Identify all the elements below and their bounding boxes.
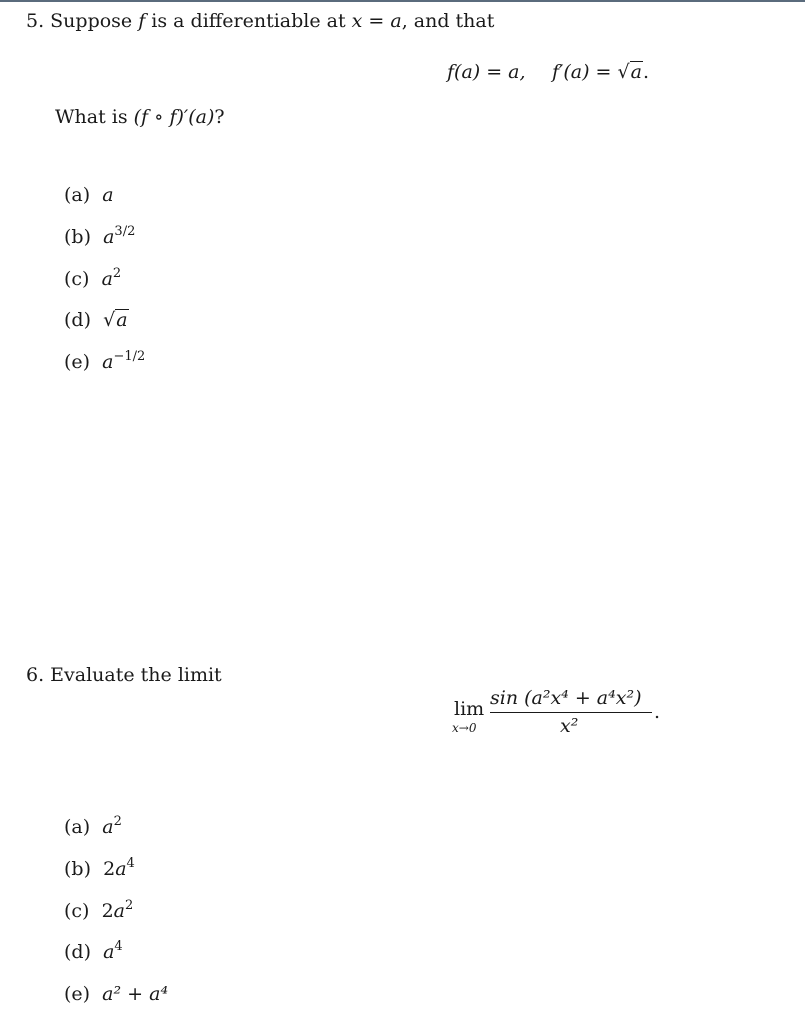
option-coefficient: 2 [101,900,114,922]
option-label: (e) [64,351,91,373]
limit-period: . [654,701,661,723]
given-2-lhs: f′(a) = [552,61,618,83]
option-radicand: a [116,309,128,331]
var-x: x [351,10,363,32]
problem-5-mid: is a differentiable at [145,10,352,32]
option-expression: a² + a⁴ [102,983,169,1005]
option-base: a [101,268,113,290]
p6-option-a[interactable] [64,815,122,842]
option-label: (c) [64,268,90,290]
problem-5-question [55,105,225,129]
var-f: f [138,10,146,32]
given-2-period: . [642,61,649,83]
option-base: a [115,858,127,880]
option-label: (b) [64,226,91,248]
option-base: a [102,184,114,206]
option-base: a [103,941,115,963]
option-label: (d) [64,309,91,331]
p5-option-d[interactable] [64,308,129,332]
option-base: a [113,900,125,922]
fraction-denominator: x² [560,715,579,737]
option-base: a [102,351,114,373]
p6-option-e[interactable] [64,982,168,1006]
p6-option-c[interactable] [64,899,133,926]
lim-operator: lim [454,698,485,720]
given-condition-1: f(a) = a, [447,61,526,83]
option-base: a [103,226,115,248]
p6-option-b[interactable] [64,857,135,884]
limit-expression [452,686,662,746]
option-exponent: 2 [124,898,134,913]
option-exponent: 2 [113,814,122,829]
given-condition-2 [552,60,649,84]
p5-option-a[interactable] [64,183,114,207]
option-exponent: 3/2 [114,224,136,239]
radicand: a [630,61,642,83]
problem-5-lead: 5. Suppose [26,10,139,32]
equals: = [362,10,391,32]
option-label: (a) [64,184,91,206]
sqrt-icon: √ [103,309,116,331]
option-base: a [102,816,114,838]
lim-subscript: x→0 [452,721,477,735]
option-label: (d) [64,941,91,963]
p6-option-d[interactable] [64,940,123,967]
option-exponent: −1/2 [113,349,146,364]
option-label: (a) [64,816,91,838]
fraction-numerator: sin (a²x⁴ + a⁴x²) [490,687,642,709]
option-exponent: 4 [126,856,135,871]
option-coefficient: 2 [103,858,116,880]
p5-option-e[interactable] [64,350,145,377]
option-label: (c) [64,900,90,922]
problem-6-statement: 6. Evaluate the limit [26,664,222,686]
question-mark: ? [214,106,225,128]
option-label: (e) [64,983,91,1005]
question-pre: What is [55,106,134,128]
p5-option-c[interactable] [64,267,121,294]
problem-5-tail: , and that [401,10,495,32]
option-label: (b) [64,858,91,880]
option-exponent: 4 [114,939,123,954]
problem-5-statement [26,9,494,33]
top-border [0,0,805,2]
sqrt-icon: √ [617,61,630,83]
option-exponent: 2 [112,266,122,281]
p5-option-b[interactable] [64,225,135,252]
question-expression: (f ∘ f)′(a) [133,106,215,128]
var-a: a [390,10,402,32]
